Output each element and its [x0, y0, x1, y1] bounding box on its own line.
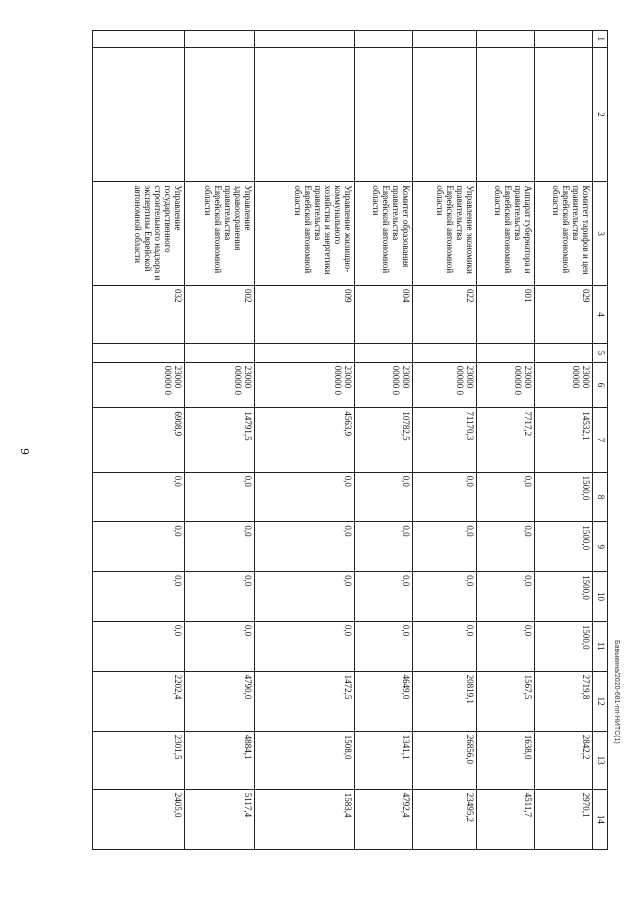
cell-empty: [535, 31, 593, 48]
cell-empty: [185, 31, 255, 48]
document-id: Бавыкина/2020-681-пп-НИТС(1): [613, 640, 620, 744]
cell-c11: 0,0: [413, 621, 477, 671]
cell-c7: 10782,5: [355, 408, 413, 472]
cell-c7: 6908,9: [93, 408, 185, 472]
cell-c10: 0,0: [255, 572, 355, 622]
cell-c5: [477, 344, 535, 363]
cell-empty: [255, 47, 355, 182]
col-header: 5: [593, 344, 608, 363]
cell-c12: 4790,0: [185, 671, 255, 731]
cell-c12: 4649,0: [355, 671, 413, 731]
cell-c13: 4884,1: [185, 731, 255, 789]
cell-c13: 1638,0: [477, 731, 535, 789]
cell-c8: 0,0: [255, 472, 355, 522]
cell-c9: 0,0: [185, 522, 255, 572]
cell-name: Управление жилищно-коммунального хозяйства и энергетики правительства Еврейской автономной области: [255, 182, 355, 286]
cell-empty: [255, 31, 355, 48]
cell-c4: 032: [93, 286, 185, 344]
cell-c6: 23000 00000 0: [93, 362, 185, 408]
col-header: 10: [593, 572, 608, 622]
cell-c5: [535, 344, 593, 363]
cell-c6: 23000 00000 0: [413, 362, 477, 408]
cell-name: Управление экономики правительства Еврейской автономной области: [413, 182, 477, 286]
rotated-table-wrapper: [90, 30, 608, 850]
col-header: 11: [593, 621, 608, 671]
cell-c4: 004: [355, 286, 413, 344]
cell-name: Комитет образования правительства Еврейской автономной области: [355, 182, 413, 286]
cell-c9: 0,0: [413, 522, 477, 572]
cell-empty: [185, 47, 255, 182]
cell-c14: 2970,1: [535, 789, 593, 849]
cell-c12: 20819,1: [413, 671, 477, 731]
cell-c6: 23000 00000 0: [255, 362, 355, 408]
cell-c4: 001: [477, 286, 535, 344]
table-row: [255, 31, 355, 850]
col-header: 4: [593, 286, 608, 344]
cell-c4: 029: [535, 286, 593, 344]
cell-c9: 1500,0: [535, 522, 593, 572]
col-header: 3: [593, 182, 608, 286]
cell-c7: 14791,5: [185, 408, 255, 472]
cell-c10: 0,0: [477, 572, 535, 622]
table-row: [535, 31, 593, 850]
cell-c12: 2719,8: [535, 671, 593, 731]
cell-empty: [413, 31, 477, 48]
cell-c6: 23000 00000 0: [355, 362, 413, 408]
cell-c7: 4563,9: [255, 408, 355, 472]
cell-c10: 0,0: [355, 572, 413, 622]
cell-c9: 0,0: [93, 522, 185, 572]
cell-c5: [93, 344, 185, 363]
cell-c14: 2405,0: [93, 789, 185, 849]
cell-c10: 0,0: [185, 572, 255, 622]
cell-empty: [93, 31, 185, 48]
cell-c14: 4511,7: [477, 789, 535, 849]
cell-c6: 23000 00000 0: [185, 362, 255, 408]
cell-c11: 0,0: [93, 621, 185, 671]
cell-c13: 2301,5: [93, 731, 185, 789]
cell-c13: 1341,1: [355, 731, 413, 789]
cell-c7: 71170,3: [413, 408, 477, 472]
table-row: [355, 31, 413, 850]
cell-c14: 4792,4: [355, 789, 413, 849]
cell-empty: [355, 47, 413, 182]
table-body: [93, 31, 593, 850]
cell-c14: 5117,4: [185, 789, 255, 849]
cell-c11: 1500,0: [535, 621, 593, 671]
cell-c13: 26856,0: [413, 731, 477, 789]
cell-c8: 0,0: [413, 472, 477, 522]
cell-c5: [185, 344, 255, 363]
cell-c12: 1472,5: [255, 671, 355, 731]
cell-c6: 23000 00000 0: [477, 362, 535, 408]
cell-c5: [255, 344, 355, 363]
cell-c7: 7717,2: [477, 408, 535, 472]
col-header: 7: [593, 408, 608, 472]
cell-c12: 1567,5: [477, 671, 535, 731]
cell-c11: 0,0: [255, 621, 355, 671]
col-header: 12: [593, 671, 608, 731]
cell-c8: 0,0: [93, 472, 185, 522]
col-header: 2: [593, 47, 608, 182]
cell-c10: 0,0: [413, 572, 477, 622]
cell-c6: 23000 00000: [535, 362, 593, 408]
cell-name: Управление здравоохранения правительства Еврейской автономной области: [185, 182, 255, 286]
cell-c12: 2202,4: [93, 671, 185, 731]
cell-c4: 022: [413, 286, 477, 344]
cell-c4: 002: [185, 286, 255, 344]
cell-c8: 0,0: [477, 472, 535, 522]
cell-c9: 0,0: [477, 522, 535, 572]
col-header: 6: [593, 362, 608, 408]
cell-c9: 0,0: [355, 522, 413, 572]
cell-c8: 0,0: [185, 472, 255, 522]
cell-c14: 23495,2: [413, 789, 477, 849]
cell-c13: 2842,2: [535, 731, 593, 789]
cell-empty: [477, 31, 535, 48]
cell-c8: 1500,0: [535, 472, 593, 522]
table-row: [413, 31, 477, 850]
page-number: 9: [18, 448, 31, 455]
col-header: 8: [593, 472, 608, 522]
col-header: 14: [593, 789, 608, 849]
cell-c9: 0,0: [255, 522, 355, 572]
col-header: 1: [593, 31, 608, 48]
cell-c11: 0,0: [477, 621, 535, 671]
table-row: [477, 31, 535, 850]
cell-c5: [413, 344, 477, 363]
cell-empty: [93, 47, 185, 182]
cell-c4: 009: [255, 286, 355, 344]
cell-c10: 1500,0: [535, 572, 593, 622]
cell-name: Управление государственного строительного надзора и экспертизы Еврейской автономной области: [93, 182, 185, 286]
cell-name: Аппарат губернатора и правительства Еврейской автономной области: [477, 182, 535, 286]
cell-c8: 0,0: [355, 472, 413, 522]
cell-c7: 14532,1: [535, 408, 593, 472]
col-header: 13: [593, 731, 608, 789]
table-row: [185, 31, 255, 850]
header-row: [593, 31, 608, 850]
cell-empty: [355, 31, 413, 48]
cell-c11: 0,0: [185, 621, 255, 671]
table-row: [93, 31, 185, 850]
cell-empty: [535, 47, 593, 182]
cell-c13: 1508,0: [255, 731, 355, 789]
cell-c10: 0,0: [93, 572, 185, 622]
budget-table: [92, 30, 608, 850]
cell-c5: [355, 344, 413, 363]
cell-c11: 0,0: [355, 621, 413, 671]
cell-name: Комитет тарифов и цен правительства Еврейской автономной области: [535, 182, 593, 286]
cell-c14: 1583,4: [255, 789, 355, 849]
cell-empty: [477, 47, 535, 182]
cell-empty: [413, 47, 477, 182]
col-header: 9: [593, 522, 608, 572]
